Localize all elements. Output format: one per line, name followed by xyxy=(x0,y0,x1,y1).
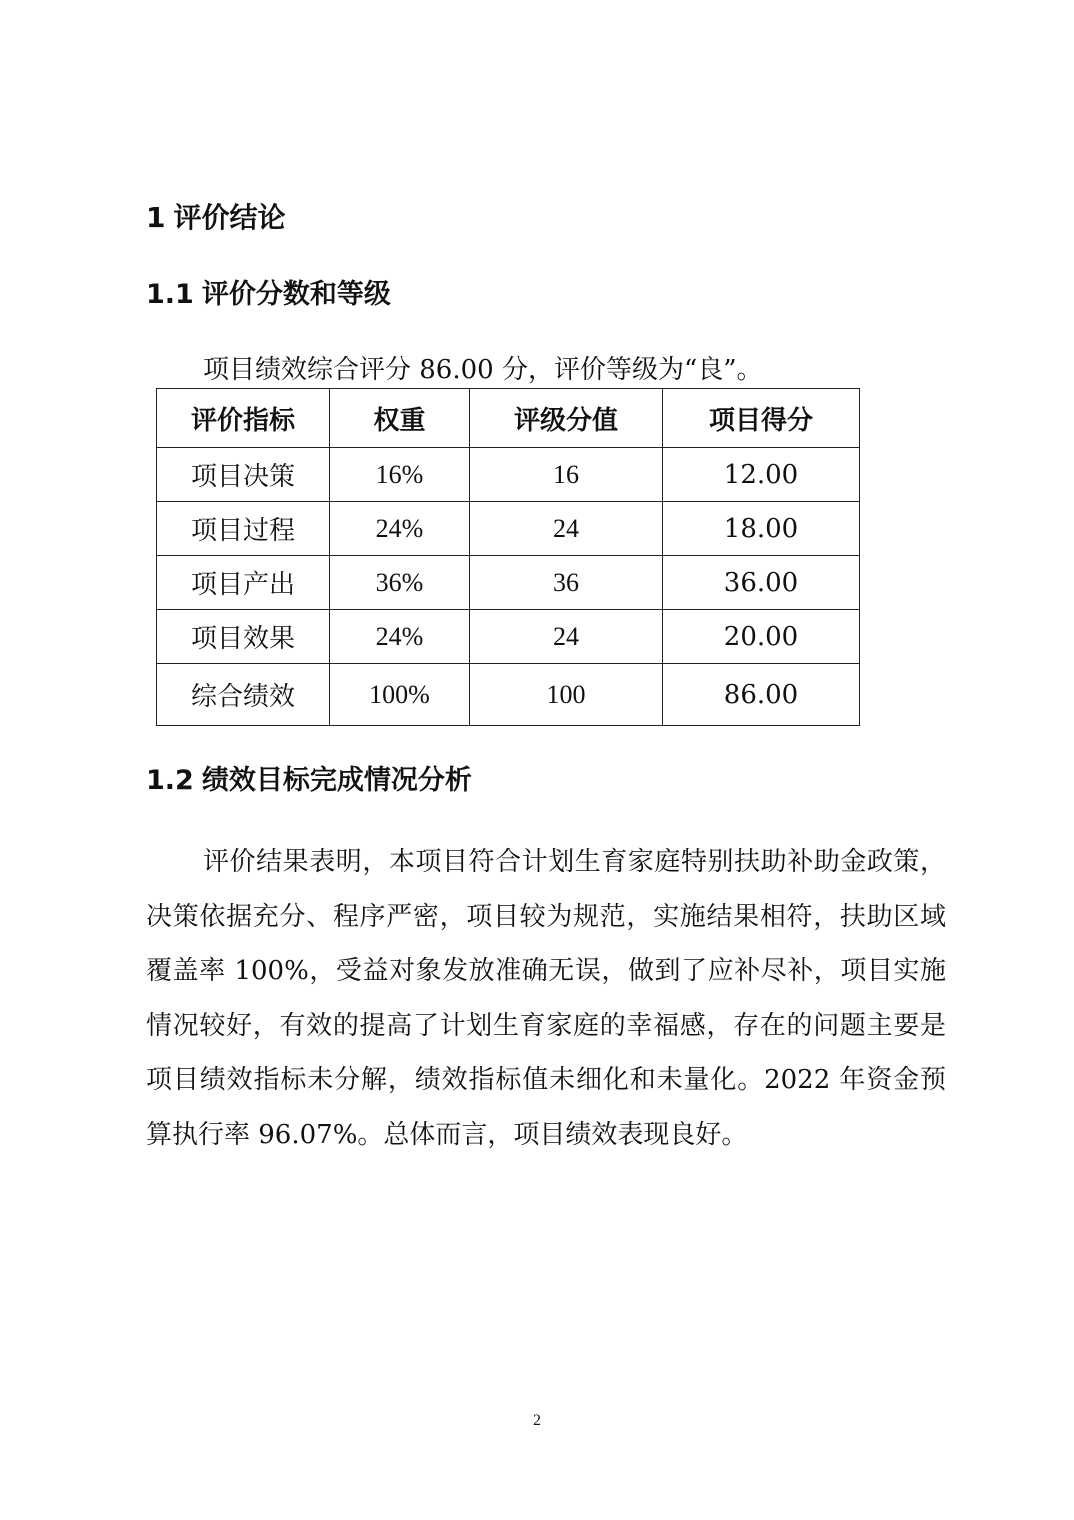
cell-rating-value: 36 xyxy=(470,556,663,610)
analysis-paragraph: 评价结果表明，本项目符合计划生育家庭特别扶助补助金政策，决策依据充分、程序严密，项目较为规范，实施结果相符，扶助区域覆盖率 100%，受益对象发放准确无误，做到了应补尽补，项目实施情况较好，有效的提高了计划生育家庭的幸福感，存在的问题主要是项目绩效指标未分解，绩效指标值未细化和未量化。2022 年资金预算执行率 96.07%。总体而言，项目绩效表现良好。 xyxy=(146,847,946,1150)
section-number: 1 xyxy=(146,201,166,234)
score-summary: 项目绩效综合评分 86.00 分，评价等级为“良”。 xyxy=(203,355,763,385)
section-title: 评价结论 xyxy=(173,201,286,234)
cell-project-score: 12.00 xyxy=(663,448,860,502)
table-row-total xyxy=(157,664,860,726)
page-number: 2 xyxy=(533,1412,541,1429)
subsection-heading-1-2 xyxy=(146,761,472,801)
table-row xyxy=(157,502,860,556)
cell-project-score: 20.00 xyxy=(663,610,860,664)
table-row xyxy=(157,448,860,502)
header-project-score: 项目得分 xyxy=(663,389,860,448)
cell-project-score: 86.00 xyxy=(663,664,860,726)
cell-weight: 16% xyxy=(330,448,470,502)
cell-indicator: 综合绩效 xyxy=(157,664,330,726)
header-rating-value: 评级分值 xyxy=(470,389,663,448)
cell-project-score: 18.00 xyxy=(663,502,860,556)
cell-weight: 24% xyxy=(330,502,470,556)
cell-weight: 24% xyxy=(330,610,470,664)
subsection-heading-1-1 xyxy=(146,275,391,315)
cell-rating-value: 16 xyxy=(470,448,663,502)
table-row xyxy=(157,556,860,610)
cell-indicator: 项目过程 xyxy=(157,502,330,556)
score-table xyxy=(156,388,860,726)
cell-rating-value: 24 xyxy=(470,610,663,664)
cell-indicator: 项目效果 xyxy=(157,610,330,664)
subsection-number: 1.2 xyxy=(146,765,194,796)
table-header-row xyxy=(157,389,860,448)
cell-weight: 100% xyxy=(330,664,470,726)
subsection-title: 评价分数和等级 xyxy=(201,279,391,310)
cell-indicator: 项目产出 xyxy=(157,556,330,610)
subsection-number: 1.1 xyxy=(146,279,194,310)
header-indicator: 评价指标 xyxy=(157,389,330,448)
table-row xyxy=(157,610,860,664)
header-weight: 权重 xyxy=(330,389,470,448)
subsection-title: 绩效目标完成情况分析 xyxy=(201,765,472,796)
cell-project-score: 36.00 xyxy=(663,556,860,610)
cell-rating-value: 24 xyxy=(470,502,663,556)
cell-indicator: 项目决策 xyxy=(157,448,330,502)
section-heading-1 xyxy=(146,198,286,238)
cell-rating-value: 100 xyxy=(470,664,663,726)
cell-weight: 36% xyxy=(330,556,470,610)
